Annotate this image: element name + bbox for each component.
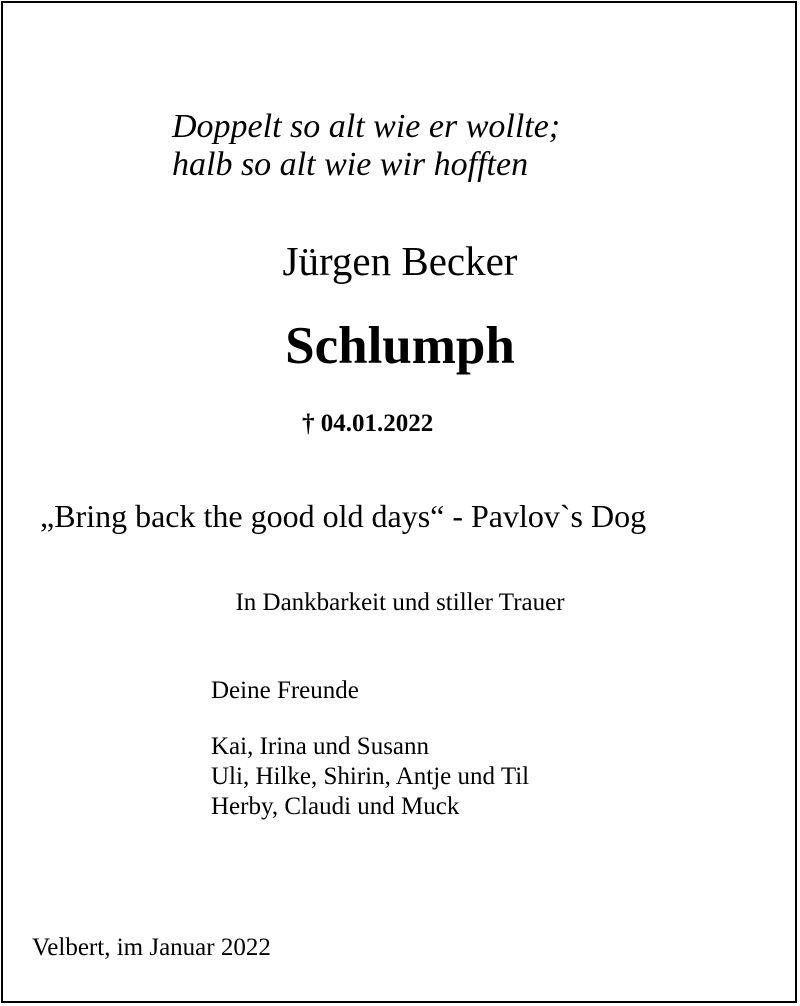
gratitude-line: In Dankbarkeit und stiller Trauer — [235, 589, 565, 616]
mourners — [211, 676, 529, 822]
quote: „Bring back the good old days“ - Pavlov`s Dog — [40, 498, 647, 534]
mourners-line: Uli, Hilke, Shirin, Antje und Til — [211, 763, 530, 790]
motto-line-1: Doppelt so alt wie er wollte; — [172, 108, 561, 145]
mourners-line: Kai, Irina und Susann — [211, 733, 430, 760]
death-date: † 04.01.2022 — [302, 410, 434, 437]
motto-line-2: halb so alt wie wir hofften — [172, 146, 529, 183]
deceased-name: Jürgen Becker — [282, 238, 518, 284]
mourners-line: Herby, Claudi und Muck — [211, 793, 460, 820]
deceased-nickname: Schlumph — [285, 317, 515, 375]
motto — [172, 108, 560, 184]
mourners-heading: Deine Freunde — [211, 677, 359, 704]
place-date: Velbert, im Januar 2022 — [32, 934, 271, 961]
